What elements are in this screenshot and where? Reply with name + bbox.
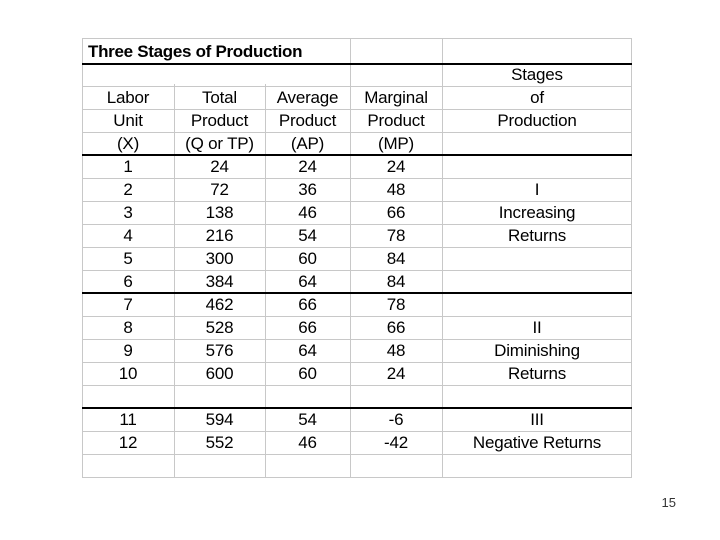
header-total-line2: Product: [190, 111, 249, 130]
table-cell-tp: 24: [210, 157, 229, 176]
header-marginal-line1: Marginal: [364, 88, 428, 107]
table-cell-tp: 72: [210, 180, 229, 199]
grid-line: [82, 477, 632, 478]
table-cell-x: 6: [123, 272, 133, 291]
table-cell-x: 11: [119, 410, 137, 429]
table-cell-ap: 64: [298, 341, 317, 360]
table-cell-x: 9: [123, 341, 133, 360]
table-cell-tp: 300: [205, 249, 234, 268]
header-total-line1: Total: [202, 88, 237, 107]
table-cell-mp: 48: [386, 341, 406, 360]
table-cell-ap: 64: [298, 272, 317, 291]
table-cell-tp: 216: [205, 226, 234, 245]
table-cell-x: 5: [123, 249, 133, 268]
stage-two-sublabel: Returns: [507, 364, 567, 383]
stage-one-numeral: I: [534, 180, 540, 199]
table-cell-tp: 594: [205, 410, 234, 429]
table-cell-x: 8: [123, 318, 133, 337]
header-average-line2: Product: [278, 111, 337, 130]
table-cell-ap: 66: [298, 318, 317, 337]
table-cell-mp: 78: [386, 295, 406, 314]
header-marginal-line3: (MP): [377, 134, 415, 153]
grid-line: [82, 38, 632, 39]
table-cell-tp: 600: [205, 364, 234, 383]
header-marginal-line2: Product: [367, 111, 425, 130]
table-cell-x: 2: [123, 180, 133, 199]
table-cell-x: 4: [123, 226, 133, 245]
header-labor-line1: Labor: [106, 88, 150, 107]
table-cell-ap: 66: [298, 295, 317, 314]
table-cell-tp: 138: [205, 203, 234, 222]
table-cell-x: 12: [118, 433, 138, 452]
header-labor-line3: (X): [116, 134, 140, 153]
header-stages-line2: of: [530, 88, 544, 107]
table-cell-ap: [265, 385, 350, 408]
grid-line: [82, 454, 632, 455]
stage-two-label: Diminishing: [494, 341, 580, 360]
table-cell-mp: [350, 385, 442, 408]
table-cell-ap: 54: [298, 226, 317, 245]
table-cell-ap: 60: [298, 364, 317, 383]
table-cell-x: 7: [123, 295, 133, 314]
table-cell-x: 10: [118, 364, 138, 383]
table-cell-x: 3: [123, 203, 133, 222]
table-cell-mp: 78: [386, 226, 406, 245]
stage-three-label: Negative Returns: [472, 433, 602, 452]
stage-one-sublabel: Returns: [507, 226, 567, 245]
table-cell-tp: 462: [205, 295, 234, 314]
table-cell-tp: 552: [205, 433, 234, 452]
table-cell-x: 1: [123, 157, 133, 176]
table-cell-ap: 60: [298, 249, 317, 268]
header-total-line3: (Q or TP): [185, 134, 254, 153]
table-cell-mp: 84: [386, 249, 406, 268]
table-cell-ap: 24: [298, 157, 317, 176]
table-cell-mp: -6: [388, 410, 404, 429]
stage-one-label: Increasing: [498, 203, 576, 222]
table-cell-tp: 384: [205, 272, 234, 291]
header-average-line1: Average: [276, 88, 339, 107]
production-table: [82, 38, 632, 478]
table-cell-ap: 46: [298, 433, 317, 452]
table-cell-mp: 66: [386, 318, 406, 337]
table-cell-mp: 66: [386, 203, 406, 222]
header-labor-line2: Unit: [113, 111, 143, 130]
table-cell-ap: 54: [298, 410, 317, 429]
table-cell-mp: 24: [386, 157, 406, 176]
table-cell-ap: 46: [298, 203, 317, 222]
table-cell-mp: -42: [384, 433, 408, 452]
table-cell-mp: 24: [386, 364, 406, 383]
stage-two-numeral: II: [532, 318, 542, 337]
table-cell-tp: 528: [205, 318, 234, 337]
table-cell-ap: 36: [298, 180, 317, 199]
header-stages-line3: Production: [497, 111, 577, 130]
stage-three-numeral: III: [530, 410, 544, 429]
table-title: Three Stages of Production: [88, 42, 303, 61]
table-cell-x: [82, 385, 174, 408]
header-stages-line1: Stages: [511, 65, 563, 84]
table-cell-tp: 576: [205, 341, 234, 360]
table-cell-mp: 48: [386, 180, 406, 199]
page-number: 15: [661, 495, 676, 510]
header-average-line3: (AP): [290, 134, 325, 153]
table-cell-mp: 84: [386, 272, 406, 291]
table-cell-tp: [174, 385, 265, 408]
